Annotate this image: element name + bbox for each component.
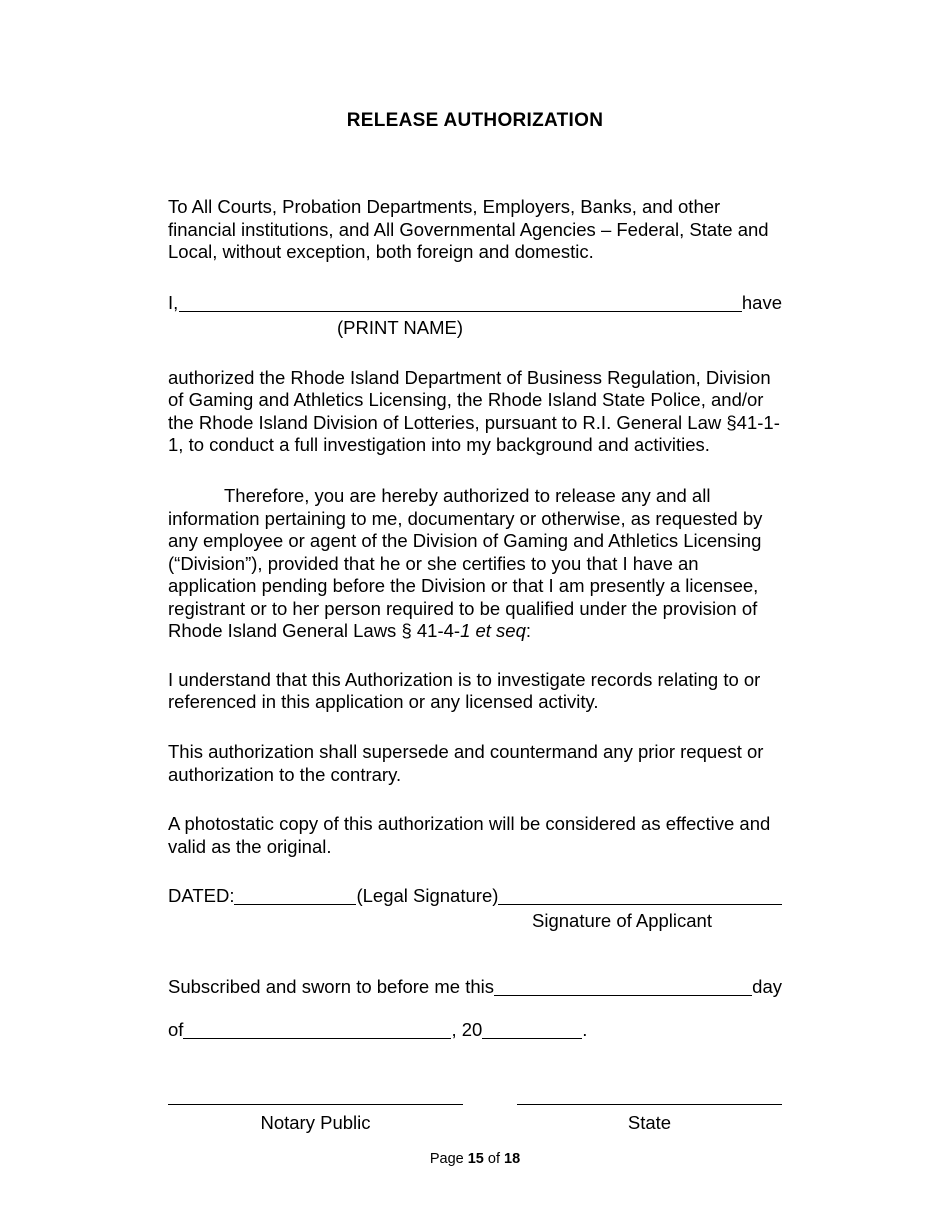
therefore-citation-italic: 1 et seq	[460, 620, 526, 642]
signature-of-applicant-caption: Signature of Applicant	[532, 910, 712, 932]
paragraph-supersede: This authorization shall supersede and countermand any prior request or authorization to the contrary.	[168, 741, 764, 785]
year-prefix-label: , 20	[451, 1019, 483, 1041]
dated-label: DATED:	[168, 885, 235, 907]
period-label: .	[582, 1019, 588, 1041]
sworn-day-input[interactable]	[494, 979, 752, 996]
footer-total-pages: 18	[504, 1151, 521, 1167]
paragraph-therefore	[168, 485, 782, 643]
state-column	[517, 1103, 782, 1134]
notary-signature-input[interactable]	[168, 1103, 463, 1105]
dated-signature-row	[168, 885, 782, 907]
print-name-input[interactable]	[179, 294, 742, 312]
sworn-month-year-row	[168, 1019, 782, 1041]
applicant-signature-input[interactable]	[498, 888, 782, 905]
year-input[interactable]	[482, 1022, 582, 1039]
paragraph-intro: To All Courts, Probation Departments, Employers, Banks, and other financial institutions, and All Governmental Agencies – Federal, State and Local, without exception, both foreign and domestic.	[168, 196, 769, 263]
state-input[interactable]	[517, 1103, 782, 1105]
footer-page-word: Page	[429, 1151, 464, 1167]
month-input[interactable]	[183, 1022, 451, 1039]
footer-page-number: 15	[467, 1151, 484, 1167]
therefore-text-part2: :	[525, 620, 532, 642]
notary-public-label: Notary Public	[260, 1112, 371, 1134]
print-name-caption: (PRINT NAME)	[336, 316, 464, 338]
notary-column	[168, 1103, 463, 1134]
print-name-row	[168, 292, 782, 314]
page-title: RELEASE AUTHORIZATION	[346, 110, 604, 131]
day-label: day	[752, 976, 782, 998]
paragraph-authorized: authorized the Rhode Island Department of Business Regulation, Division of Gaming and Athletics Licensing, the Rhode Island State Police, and/or the Rhode Island Division of Lotteries, pursuant to R.I. General Law §41-1-1, to conduct a full investigation into my background and activities.	[168, 366, 780, 456]
legal-signature-label: (Legal Signature)	[356, 885, 499, 907]
name-line-lead-label: I,	[168, 291, 179, 313]
sworn-text-label: Subscribed and sworn to before me this	[168, 976, 494, 998]
state-label: State	[627, 1112, 672, 1134]
footer-of-word: of	[487, 1151, 500, 1167]
paragraph-understand: I understand that this Authorization is to investigate records relating to or referenced in this application or any licensed activity.	[168, 668, 761, 713]
date-input[interactable]	[234, 888, 356, 905]
page-footer	[0, 1151, 950, 1167]
paragraph-photostatic: A photostatic copy of this authorization will be considered as effective and valid as the original.	[168, 813, 771, 857]
therefore-text-part1: Therefore, you are hereby authorized to release any and all information pertaining to me, documentary or otherwise, as requested by any employee or agent of the Division of Gaming and Athletics Licensing (“Division”), provided that he or she certifies to you that I have an application pending before the Division or that I am presently a licensee, registrant or to her person required to be qualified under the provision of Rhode Island General Laws § 41-4-	[168, 484, 763, 642]
name-line-trail-label: have	[741, 291, 782, 313]
of-label: of	[168, 1019, 184, 1041]
notary-signature-block	[168, 1103, 782, 1134]
sworn-statement-row	[168, 976, 782, 998]
